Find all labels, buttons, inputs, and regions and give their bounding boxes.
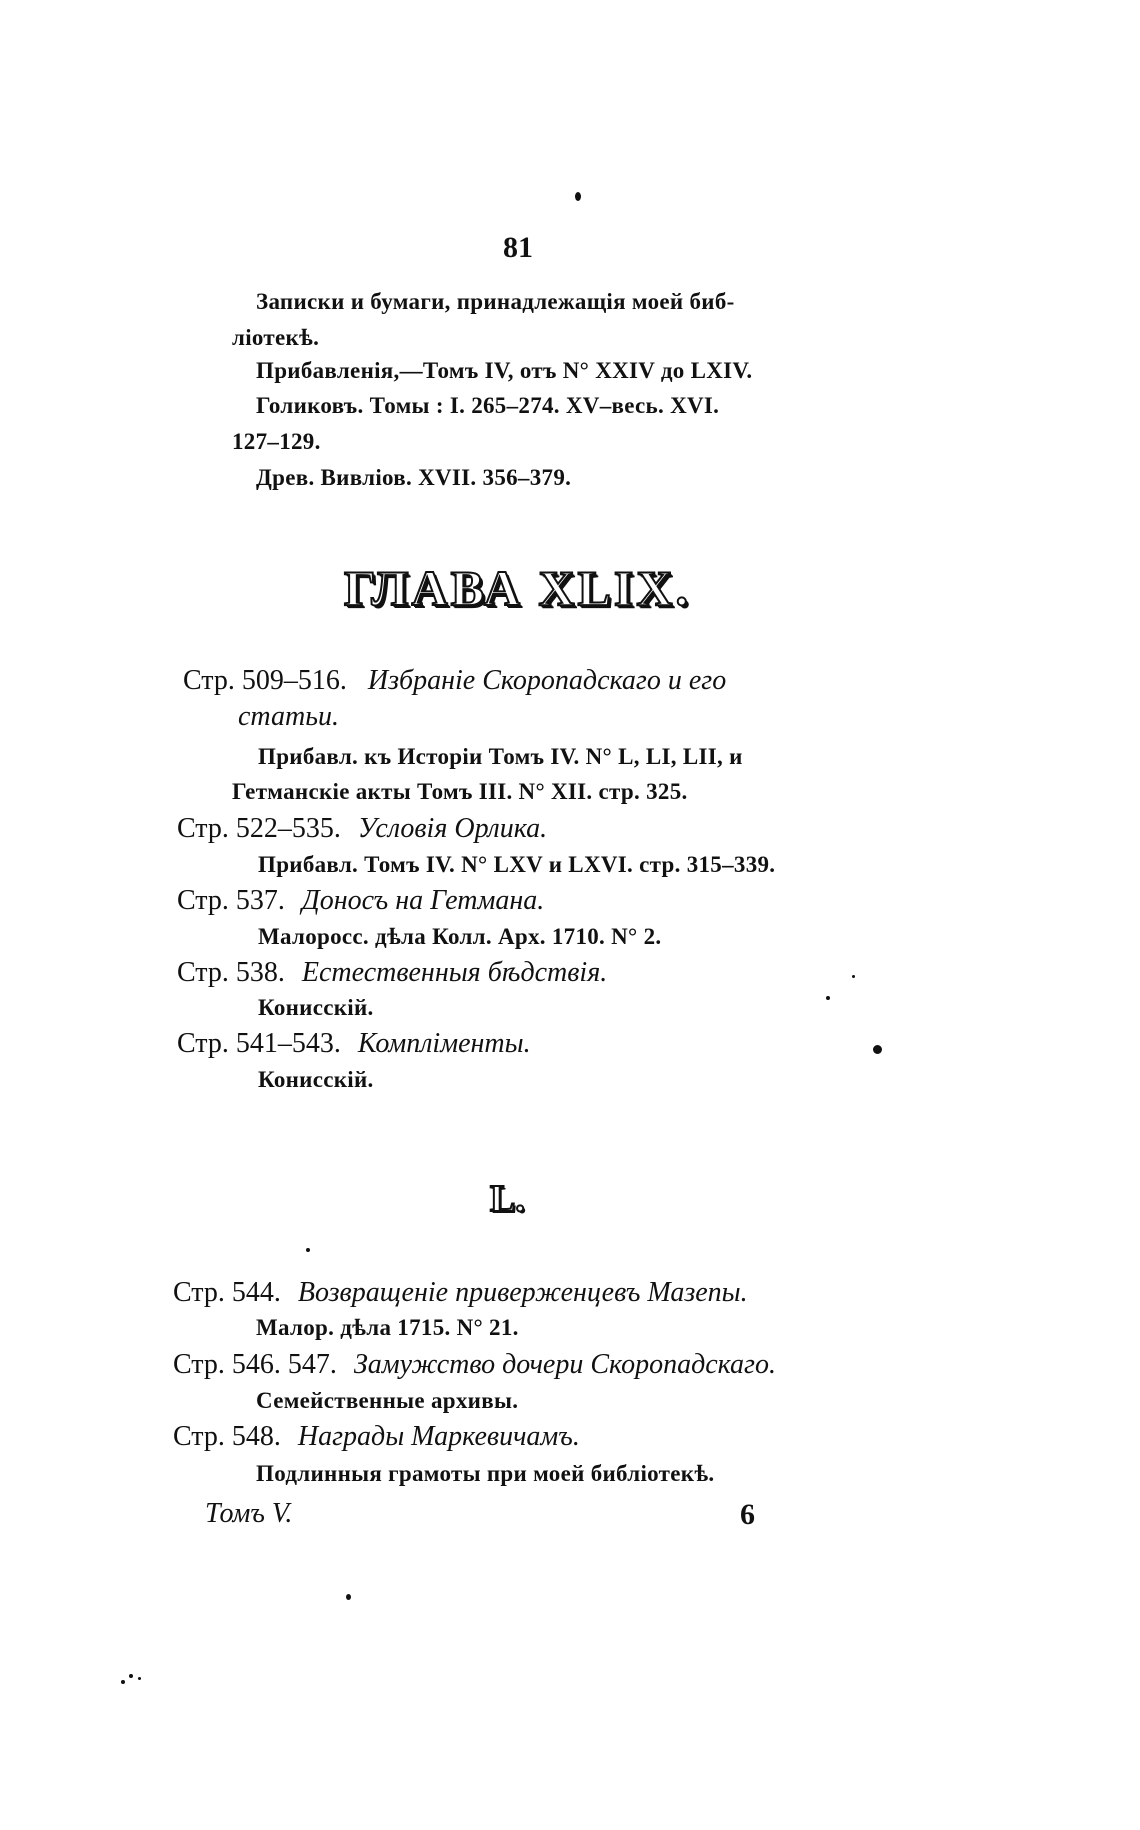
entry-title: Возвращеніе приверженцевъ Мазепы. xyxy=(297,1277,748,1308)
entry-title-cont: статьи. xyxy=(238,701,339,732)
entry-page: Стр. 548. Награды Маркевичамъ. xyxy=(173,1421,580,1452)
top-line-4: Голиковъ. Томы : I. 265–274. XV–весь. XVI. xyxy=(256,393,720,418)
ink-speck xyxy=(575,192,581,201)
signature-mark: 6 xyxy=(740,1498,755,1531)
entry-page: Стр. 541–543. Компліменты. xyxy=(177,1028,531,1059)
entry-note: Малоросс. дѣла Колл. Арх. 1710. N° 2. xyxy=(258,924,662,949)
entry-title: Условія Орлика. xyxy=(357,813,548,844)
entry-page: Стр. 509–516. Избраніе Скоропадскаго и его xyxy=(183,665,727,696)
ink-speck xyxy=(346,1594,351,1600)
entry-page: Стр. 544. Возвращеніе приверженцевъ Мазепы. xyxy=(173,1277,748,1308)
ink-speck xyxy=(138,1677,141,1680)
entry-page: Стр. 522–535. Условія Орлика. xyxy=(177,813,548,844)
top-line-1: Записки и бумаги, принадлежащія моей биб- xyxy=(256,289,735,314)
entry-title: Награды Маркевичамъ. xyxy=(297,1421,580,1452)
entry-note: Конисскій. xyxy=(258,1067,374,1092)
entry-page: Стр. 546. 547. Замужство дочери Скоропадскаго. xyxy=(173,1349,776,1380)
ink-speck xyxy=(873,1045,882,1054)
section-heading: L. xyxy=(490,1178,525,1220)
ink-speck xyxy=(306,1248,310,1252)
entry-note: Конисскій. xyxy=(258,995,374,1020)
ink-speck xyxy=(826,996,830,1000)
chapter-heading: ГЛАВА XLIX. xyxy=(344,560,691,616)
entry-title: Замужство дочери Скоропадскаго. xyxy=(353,1349,776,1380)
ink-speck xyxy=(129,1674,133,1678)
entry-note: Прибавл. Томъ IV. N° LXV и LXVI. стр. 315–339. xyxy=(258,852,776,877)
entry-title: Компліменты. xyxy=(357,1028,531,1059)
top-line-6: Древ. Вивліов. XVII. 356–379. xyxy=(256,465,572,490)
entry-note-cont: Гетманскіе акты Томъ III. N° XII. стр. 325. xyxy=(232,779,688,804)
entry-title: Естественныя бѣдствія. xyxy=(301,957,608,988)
ink-speck xyxy=(121,1680,125,1684)
entry-title: Доносъ на Гетмана. xyxy=(301,885,545,916)
volume-label: Томъ V. xyxy=(205,1498,293,1529)
ink-speck xyxy=(852,975,855,978)
entry-note: Малор. дѣла 1715. N° 21. xyxy=(256,1315,519,1340)
top-line-2: ліотекѣ. xyxy=(232,325,320,350)
top-line-3: Прибавленія,—Томъ IV, отъ N° XXIV до LXIV. xyxy=(256,358,753,383)
entry-page: Стр. 538. Естественныя бѣдствія. xyxy=(177,957,608,988)
page-number: 81 xyxy=(503,231,533,264)
top-line-5: 127–129. xyxy=(232,429,321,454)
entry-note: Прибавл. къ Исторіи Томъ IV. N° L, LI, LII, и xyxy=(258,744,743,769)
entry-note: Подлинныя грамоты при моей библіотекѣ. xyxy=(256,1461,715,1486)
entry-page: Стр. 537. Доносъ на Гетмана. xyxy=(177,885,545,916)
entry-note: Семейственные архивы. xyxy=(256,1388,519,1413)
entry-title: Избраніе Скоропадскаго и его xyxy=(367,665,727,696)
